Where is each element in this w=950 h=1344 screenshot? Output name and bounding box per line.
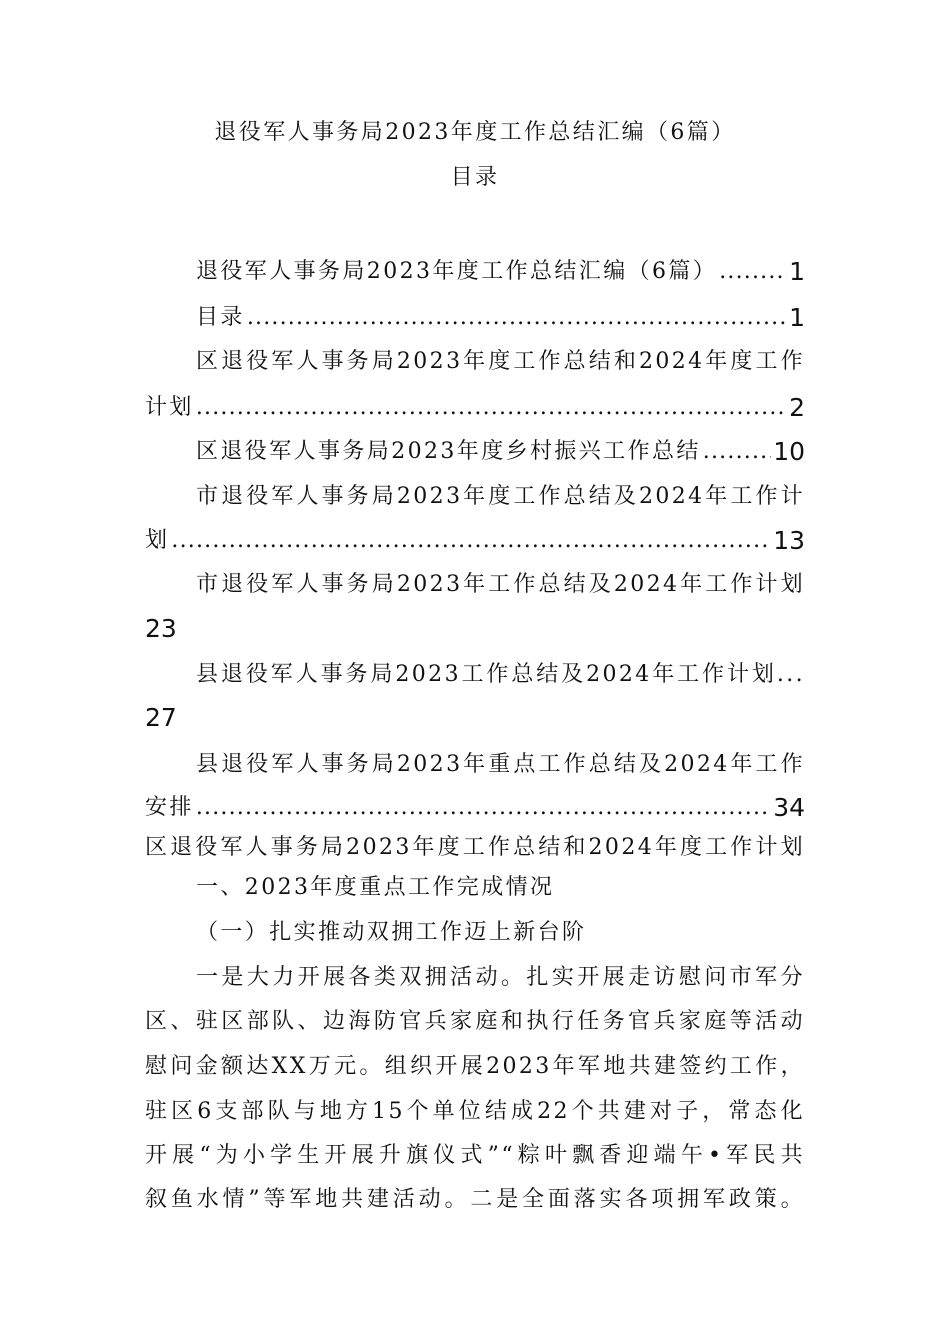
paragraph-line: 开展“为小学生开展升旗仪式”“粽叶飘香迎端午•军民共 <box>145 1143 805 1168</box>
toc-page-number: 1 <box>789 303 805 332</box>
toc-page-number: 2 <box>789 393 805 422</box>
toc-leader <box>719 257 787 287</box>
toc-entry-title[interactable]: 市退役军人事务局2023年度工作总结及2024年工作计 <box>196 484 805 509</box>
toc-entry-title[interactable]: 区退役军人事务局2023年度工作总结和2024年度工作 <box>196 349 805 374</box>
toc-leader <box>247 303 787 333</box>
toc-page-number: 1 <box>789 257 805 286</box>
toc-entry-title[interactable]: 市退役军人事务局2023年工作总结及2024年工作计划 <box>196 572 805 597</box>
toc-entry-title: 计划 <box>145 395 194 420</box>
toc-entry[interactable] <box>145 793 805 823</box>
toc-page-number[interactable]: 23 <box>145 614 177 643</box>
toc-entry[interactable] <box>145 526 805 556</box>
toc-entry-title: 退役军人事务局2023年度工作总结汇编（6篇） <box>196 259 718 284</box>
toc-entry[interactable] <box>196 303 805 333</box>
section-title: 区退役军人事务局2023年度工作总结和2024年度工作计划 <box>145 835 805 860</box>
toc-entry-title: 目录 <box>196 305 245 330</box>
toc-entry-title[interactable]: 县退役军人事务局2023年重点工作总结及2024年工作 <box>196 752 805 777</box>
heading-level-2: （一）扎实推动双拥工作迈上新台阶 <box>196 920 587 945</box>
toc-leader <box>196 393 787 423</box>
paragraph-line: 叙鱼水情”等军地共建活动。二是全面落实各项拥军政策。 <box>145 1187 805 1212</box>
toc-entry[interactable] <box>196 437 805 467</box>
toc-page-number: 10 <box>773 437 805 466</box>
paragraph-line: 慰问金额达XX万元。组织开展2023年军地共建签约工作， <box>145 1054 805 1079</box>
toc-leader <box>196 793 771 823</box>
toc-leader <box>703 437 771 467</box>
paragraph-line: 一是大力开展各类双拥活动。扎实开展走访慰问市军分 <box>196 965 805 990</box>
toc-entry[interactable] <box>145 393 805 423</box>
toc-entry-title: 区退役军人事务局2023年度乡村振兴工作总结 <box>196 439 701 464</box>
toc-page-number: 34 <box>773 793 805 822</box>
paragraph-line: 驻区6支部队与地方15个单位结成22个共建对子，常态化 <box>145 1099 805 1124</box>
toc-entry-title: 安排 <box>145 795 194 820</box>
toc-page-number[interactable]: 27 <box>145 703 177 732</box>
toc-page-number: 13 <box>773 526 805 555</box>
toc-entry-title[interactable]: 县退役军人事务局2023工作总结及2024年工作计划... <box>196 662 805 687</box>
paragraph-line: 区、驻区部队、边海防官兵家庭和执行任务官兵家庭等活动 <box>145 1009 805 1034</box>
toc-heading: 目录 <box>450 165 500 190</box>
toc-entry[interactable] <box>196 257 805 287</box>
heading-level-1: 一、2023年度重点工作完成情况 <box>196 875 555 900</box>
toc-entry-title: 划 <box>145 528 170 553</box>
toc-leader <box>171 526 771 556</box>
document-title: 退役军人事务局2023年度工作总结汇编（6篇） <box>214 120 736 145</box>
